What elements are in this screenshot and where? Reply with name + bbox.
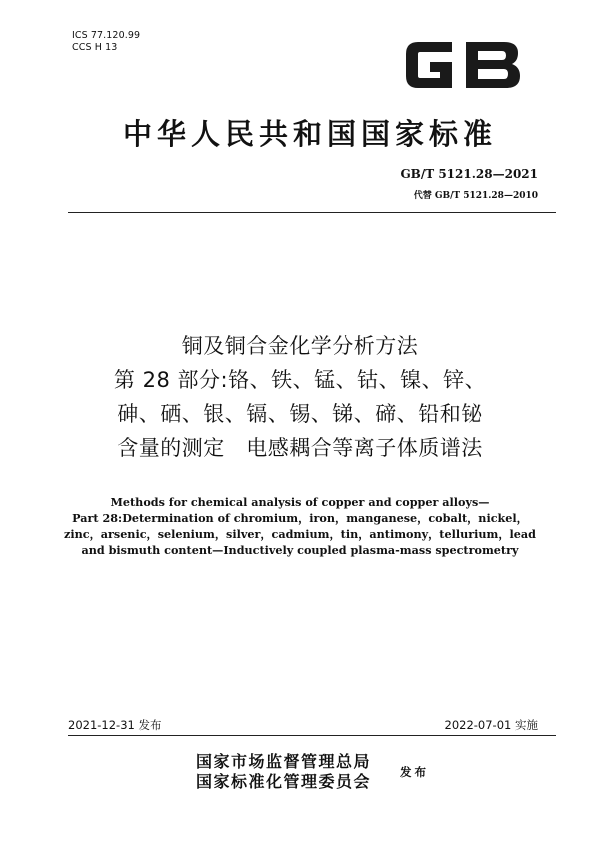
english-title-line: Methods for chemical analysis of copper and copper alloys—	[110, 495, 490, 509]
chinese-title-line: 砷、硒、银、镉、锡、锑、碲、铅和铋	[117, 402, 483, 426]
chinese-title-line: 第 28 部分:铬、铁、锰、钴、镍、锌、	[113, 368, 487, 392]
issue-action: 发布	[400, 765, 429, 779]
english-title	[40, 494, 560, 558]
issuing-authorities	[196, 752, 371, 792]
issuing-authority: 国家市场监督管理总局	[196, 752, 372, 771]
ics-code: ICS 77.120.99	[72, 30, 141, 41]
issuing-authority: 国家标准化管理委员会	[196, 772, 372, 791]
national-standard-title: 中华人民共和国国家标准	[122, 117, 497, 151]
english-title-line: zinc，arsenic，selenium，silver，cadmium，tin，antimony，tellurium，lead	[64, 527, 536, 541]
top-divider	[68, 212, 556, 213]
issue-date: 2021-12-31 发布	[68, 718, 162, 732]
ccs-code: CCS H 13	[72, 42, 118, 53]
chinese-title-line: 铜及铜合金化学分析方法	[181, 334, 419, 358]
chinese-title-line: 含量的测定 电感耦合等离子体质谱法	[117, 436, 483, 460]
gb-national-standard-logo-icon	[400, 36, 526, 94]
replaces-standard: 代替 GB/T 5121.28—2010	[413, 191, 538, 201]
standard-number: GB/T 5121.28—2021	[400, 167, 538, 181]
english-title-line: and bismuth content—Inductively coupled plasma-mass spectrometry	[81, 543, 519, 557]
english-title-line: Part 28:Determination of chromium，iron，manganese，cobalt，nickel，	[72, 511, 528, 525]
bottom-divider	[68, 735, 556, 736]
implementation-date: 2022-07-01 实施	[444, 718, 538, 732]
chinese-title	[40, 329, 560, 465]
